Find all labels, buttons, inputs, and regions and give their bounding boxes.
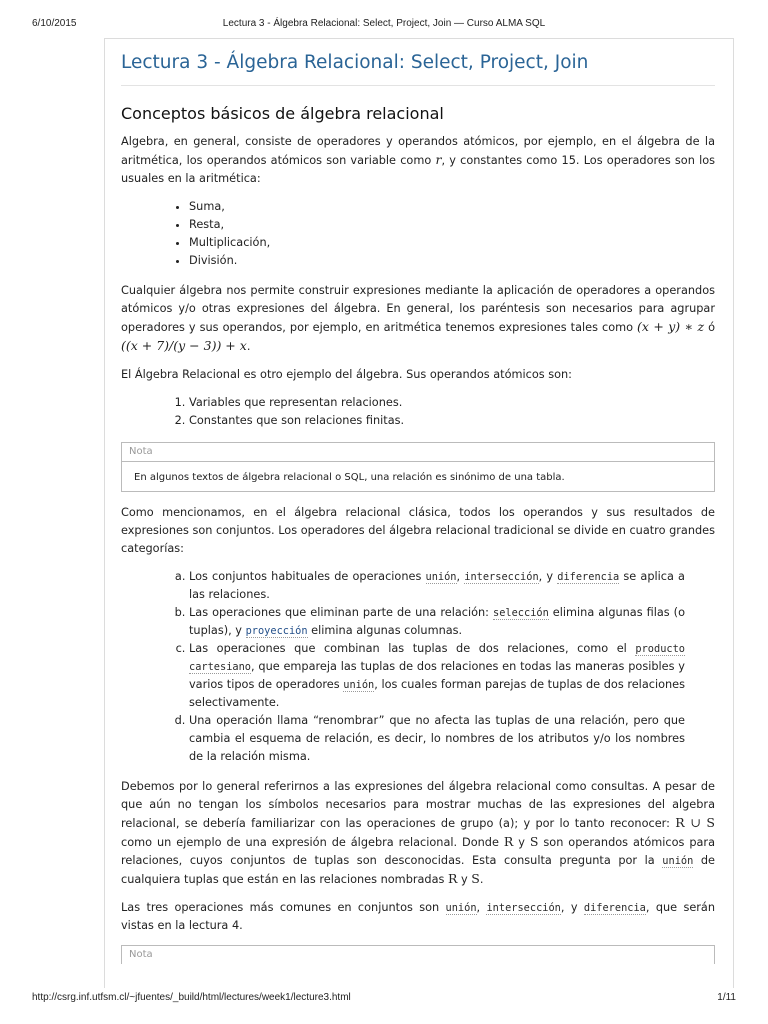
text-run: y	[513, 836, 530, 849]
paragraph-intro	[121, 133, 715, 188]
note-heading: Nota	[129, 949, 153, 960]
math-expression: (x + y) ∗ z	[637, 319, 705, 334]
text-run: .	[479, 873, 484, 886]
print-url: http://csrg.inf.utfsm.cl/~jfuentes/_build/html/lectures/week1/lecture3.html	[32, 992, 351, 1003]
paragraph-queries	[121, 778, 715, 889]
list-item	[189, 568, 715, 604]
term-link[interactable]: unión	[343, 679, 375, 691]
list-item: 1. Variables que representan relaciones.	[189, 394, 715, 412]
text-run: de cualquiera tuplas que están en las relaciones nombradas	[121, 854, 715, 886]
list-item	[189, 604, 715, 640]
operators-list	[121, 198, 715, 270]
text-run: elimina algunas filas (o tuplas), y	[189, 606, 686, 637]
list-item: • División.	[189, 252, 715, 270]
text-run: Las operaciones que combinan las tuplas de dos relaciones, como el	[189, 642, 636, 655]
term-link[interactable]: unión	[425, 571, 457, 583]
math-expression: ((x + 7)/(y − 3)) + x	[121, 338, 247, 353]
math-expression: R ∪ S	[675, 815, 715, 830]
list-item: • Multiplicación,	[189, 234, 715, 252]
text-run: ó	[704, 321, 715, 334]
print-header	[0, 8, 768, 29]
text-run: , los cuales forman parejas de tuplas de dos relaciones selectivamente.	[189, 678, 686, 709]
list-item	[189, 640, 715, 712]
math-variable: r	[435, 152, 442, 167]
text-run: Algebra, en general, consiste de operadores y operandos atómicos, por ejemplo, en el álgebra de la aritmética, los operandos atómicos son variable como	[121, 135, 715, 167]
paragraph-categories: Como mencionamos, en el álgebra relacional clásica, todos los operandos y sus resultados de expresiones son conjuntos. Los operadores del álgebra relacional tradicional se divide en cuatro grandes categorías:	[121, 506, 715, 555]
categories-list	[121, 568, 715, 766]
term-link[interactable]: intersección	[464, 571, 539, 583]
text-run: y	[457, 873, 472, 886]
paragraph-common-ops	[121, 899, 715, 935]
text-run: son operandos atómicos para relaciones, cuyos conjuntos de tuplas son desconocidas. Esta consulta pregunta por la	[121, 836, 715, 867]
section-title: Conceptos básicos de álgebra relacional	[121, 104, 444, 123]
term-link[interactable]: intersección	[486, 902, 561, 914]
term-link[interactable]: proyección	[245, 625, 308, 637]
paragraph-relational: El Álgebra Relacional es otro ejemplo del álgebra. Sus operandos atómicos son:	[121, 368, 572, 381]
term-link[interactable]: producto cartesiano	[189, 643, 685, 673]
math-variable: S	[529, 834, 539, 849]
list-item: • Suma,	[189, 198, 715, 216]
paragraph-expressions	[121, 282, 715, 356]
math-variable: R	[448, 871, 458, 886]
note-box	[121, 945, 715, 964]
term-link[interactable]: diferencia	[557, 571, 620, 583]
text-run: Los conjuntos habituales de operaciones	[189, 570, 426, 583]
text-run: ,	[456, 570, 465, 583]
text-run: Las tres operaciones más comunes en conjuntos son	[121, 901, 446, 914]
term-link[interactable]: unión	[445, 902, 477, 914]
math-variable: R	[503, 834, 514, 849]
text-run: ,	[476, 901, 487, 914]
text-run: , que empareja las tuplas de dos relaciones en todas las maneras posibles y varios tipos de operadores	[189, 660, 685, 691]
list-item: • Resta,	[189, 216, 715, 234]
list-item: d. Una operación llama “renombrar” que no afecta las tuplas de una relación, pero que cambia el esquema de relación, es decir, lo nombres de los atributos y/o los nombres de la relación misma.	[189, 712, 715, 766]
note-body: En algunos textos de álgebra relacional o SQL, una relación es sinónimo de una tabla.	[134, 472, 565, 483]
text-run: , que serán vistas en la lectura 4.	[121, 901, 716, 932]
list-item: 2. Constantes que son relaciones finitas.	[189, 412, 715, 430]
print-date: 6/10/2015	[32, 18, 77, 29]
term-link[interactable]: selección	[493, 607, 549, 619]
text-run: Las operaciones que eliminan parte de una relación:	[189, 606, 493, 619]
document-content	[121, 50, 715, 976]
print-page-number: 1/11	[717, 992, 736, 1003]
operands-list	[121, 394, 715, 430]
text-run: , y	[560, 901, 584, 914]
lecture-title: Lectura 3 - Álgebra Relacional: Select, Project, Join	[121, 50, 715, 86]
text-run: Debemos por lo general referirnos a las expresiones del álgebra relacional como consultas. A pesar de que aún no tengan los símbolos necesarios para mostrar muchas de las expresiones del algebra relacional, se debería familiarizar con las operaciones de grupo (a); y por lo tanto reconocer:	[121, 780, 715, 830]
text-run: , y constantes como 15. Los operadores son los usuales en la aritmética:	[121, 154, 716, 185]
text-run: como un ejemplo de una expresión de álgebra relacional. Donde	[121, 836, 504, 849]
text-run: elimina algunas columnas.	[307, 624, 463, 637]
text-run: Cualquier álgebra nos permite construir expresiones mediante la aplicación de operadores a operandos atómicos y/o otras expresiones del álgebra. En general, los paréntesis son necesarios para agrupar operadores y sus operandos, por ejemplo, en aritmética tenemos expresiones tales como	[121, 284, 715, 334]
note-heading: Nota	[122, 443, 714, 462]
term-link[interactable]: unión	[662, 855, 694, 867]
text-run: .	[246, 340, 251, 353]
print-page-title: Lectura 3 - Álgebra Relacional: Select, Project, Join — Curso ALMA SQL	[222, 18, 546, 29]
text-run: se aplica a las relaciones.	[189, 570, 685, 601]
term-link[interactable]: diferencia	[583, 902, 646, 914]
text-run: , y	[538, 570, 558, 583]
note-box	[121, 442, 715, 492]
math-variable: S	[471, 871, 480, 886]
